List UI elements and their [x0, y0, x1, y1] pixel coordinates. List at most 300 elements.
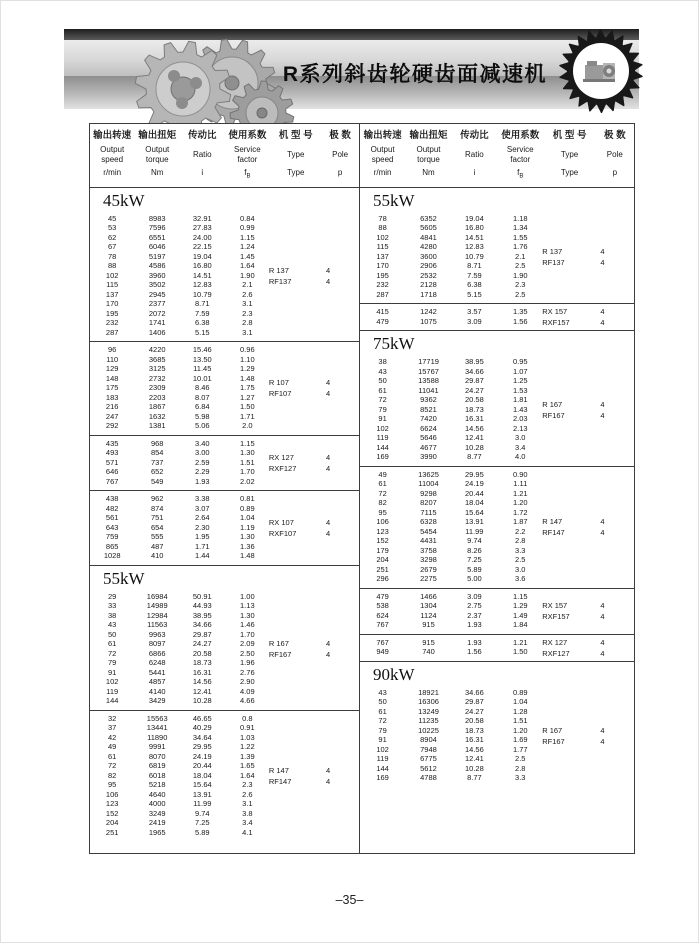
header-cell-ratio: 传动比 [188, 130, 217, 141]
cell-output-torque: 4220 [148, 345, 166, 355]
table-row [360, 376, 634, 386]
cell-service-factor: 3.3 [515, 545, 526, 555]
table-row [90, 299, 359, 309]
cell-service-factor: 1.29 [240, 364, 255, 374]
header-cell-output-torque: 输出扭矩 [409, 130, 448, 141]
cell-output-speed: 119 [376, 754, 389, 764]
table-row [360, 357, 634, 367]
pole-value-line: 4 [600, 725, 605, 735]
cell-service-factor: 3.3 [515, 773, 526, 783]
header-cell-pole: 极 数 [329, 130, 351, 141]
cell-output-torque: 2732 [148, 373, 166, 383]
cell-output-speed: 50 [378, 376, 387, 386]
cell-service-factor: 0.89 [240, 503, 255, 513]
cell-service-factor: 1.55 [512, 232, 528, 242]
header-cell-output-speed: 输出转速 [363, 130, 402, 141]
cell-output-torque: 3298 [420, 555, 437, 565]
table-row [360, 290, 634, 300]
cell-output-speed: 251 [376, 564, 389, 574]
cell-output-torque: 6624 [420, 423, 437, 433]
table-row [360, 479, 634, 489]
cell-service-factor: 2.09 [240, 639, 255, 649]
cell-type-empty [544, 443, 596, 453]
cell-pole-empty [321, 223, 359, 233]
cell-output-speed: 538 [376, 601, 389, 611]
cell-output-speed: 67 [108, 242, 117, 252]
header-row-english [360, 142, 634, 164]
cell-output-speed: 82 [378, 498, 387, 508]
cell-pole-empty [321, 752, 359, 762]
type-label-line: RF137 [268, 276, 292, 286]
cell-output-torque: 16306 [418, 697, 439, 707]
section-label: 55kW [103, 568, 145, 588]
cell-service-factor: 1.13 [240, 601, 255, 611]
cell-output-torque: 1075 [420, 316, 437, 326]
table-row [360, 707, 634, 717]
cell-output-speed: 287 [376, 289, 389, 299]
cell-output-speed: 493 [105, 448, 119, 458]
cell-type-empty [270, 318, 321, 328]
cell-output-speed: 183 [105, 392, 119, 402]
cell-output-torque: 13625 [418, 469, 439, 479]
cell-ratio: 34.66 [464, 366, 484, 376]
cell-output-speed: 38 [378, 357, 387, 367]
header-cell-service-factor-unit: $f_B$ [244, 168, 251, 180]
cell-type-empty [544, 223, 596, 233]
cell-output-speed: 102 [105, 677, 119, 687]
cell-ratio: 14.56 [464, 744, 484, 754]
cell-service-factor: 0.91 [240, 723, 255, 733]
cell-service-factor: 1.48 [240, 373, 255, 383]
cell-service-factor: 1.64 [240, 770, 255, 780]
cell-output-speed: 102 [376, 232, 389, 242]
cell-output-torque: 1304 [420, 601, 437, 611]
cell-output-torque: 1381 [148, 421, 166, 431]
cell-output-speed: 102 [376, 744, 389, 754]
type-label-line: RX 157 [542, 601, 568, 611]
cell-output-speed: 296 [376, 574, 389, 584]
cell-pole-empty [321, 809, 359, 819]
cell-pole-empty [596, 555, 634, 565]
cell-pole-empty [321, 620, 359, 630]
cell-pole-empty [321, 214, 359, 224]
cell-service-factor: 4.09 [240, 686, 255, 696]
cell-pole-empty [596, 470, 634, 480]
pole-value-line: 4 [600, 318, 605, 328]
pole-value [585, 725, 621, 747]
table-row [360, 688, 634, 698]
cell-output-speed: 61 [108, 639, 117, 649]
cell-pole-empty [596, 574, 634, 584]
cell-output-speed: 106 [105, 789, 119, 799]
pole-value [585, 600, 621, 622]
pole-value [585, 399, 621, 421]
pole-value-line: 4 [325, 517, 331, 527]
header-en-line: speed [371, 154, 394, 164]
header-en-line: factor [237, 154, 258, 164]
data-block [360, 685, 634, 787]
cell-ratio: 34.66 [464, 687, 484, 697]
type-label [542, 246, 565, 268]
cell-output-torque: 17719 [418, 357, 439, 367]
cell-ratio: 29.95 [464, 469, 484, 479]
table-row [360, 489, 634, 499]
cell-type-empty [270, 742, 321, 752]
cell-output-speed: 49 [108, 742, 117, 752]
cell-type-empty [270, 723, 321, 733]
header-cell-type: 机 型 号 [278, 130, 313, 141]
header-cell-output-torque: 输出扭矩 [138, 130, 177, 141]
cell-ratio: 24.27 [192, 639, 212, 649]
cell-pole-empty [596, 754, 634, 764]
cell-output-speed: 95 [378, 507, 387, 517]
cell-ratio: 5.06 [194, 421, 210, 431]
cell-service-factor: 1.34 [512, 223, 528, 233]
cell-type-empty [544, 470, 596, 480]
cell-type-empty [270, 714, 321, 724]
cell-type-empty [544, 271, 596, 281]
cell-service-factor: 1.30 [240, 532, 255, 542]
cell-service-factor: 2.50 [240, 648, 255, 658]
cell-ratio: 27.83 [192, 223, 212, 233]
cell-service-factor: 2.8 [242, 318, 253, 328]
cell-ratio: 13.91 [192, 789, 212, 799]
cell-pole-empty [596, 214, 634, 224]
cell-output-torque: 4140 [148, 686, 166, 696]
header-en-line: Service [506, 145, 534, 154]
cell-output-speed: 152 [105, 808, 119, 818]
cell-ratio: 34.66 [192, 620, 212, 630]
pole-value [311, 517, 346, 539]
cell-type-empty [270, 223, 321, 233]
pole-value-line: 4 [600, 736, 605, 746]
section-label: 90kW [373, 664, 415, 684]
header-cell-ratio-en [452, 142, 497, 164]
header-cell-output-torque-unit: Nm [422, 168, 435, 177]
table-row [90, 345, 359, 355]
pole-value-line: 4 [600, 648, 605, 658]
cell-type-empty [270, 601, 321, 611]
cell-output-torque: 6775 [420, 754, 437, 764]
cell-output-speed: 115 [376, 242, 389, 252]
cell-type-empty [544, 489, 596, 499]
cell-output-speed: 102 [376, 423, 389, 433]
cell-pole-empty [596, 707, 634, 717]
cell-pole-empty [321, 611, 359, 621]
cell-ratio: 1.93 [467, 637, 482, 647]
cell-output-torque: 4586 [148, 261, 166, 271]
header-cell-pole-unit: p [612, 168, 618, 177]
cell-output-speed: 49 [378, 469, 387, 479]
header-en-line: Output [145, 145, 170, 154]
cell-output-torque: 4677 [420, 442, 437, 452]
cell-service-factor: 1.45 [240, 251, 255, 261]
table-row [90, 412, 359, 422]
cell-ratio: 9.74 [467, 536, 482, 546]
cell-service-factor: 1.29 [512, 601, 528, 611]
type-label [542, 600, 570, 622]
header-en-line: factor [510, 154, 531, 164]
cell-ratio: 15.64 [192, 780, 212, 790]
table-header [90, 124, 359, 188]
cell-pole-empty [321, 477, 359, 487]
cell-pole-empty [596, 357, 634, 367]
cell-pole-empty [596, 489, 634, 499]
cell-output-torque: 5197 [148, 251, 166, 261]
cell-output-speed: 123 [376, 526, 389, 536]
cell-pole-empty [321, 696, 359, 706]
table-row [360, 280, 634, 290]
unit-subscript: B [519, 173, 524, 180]
cell-pole-empty [596, 367, 634, 377]
cell-output-speed: 43 [378, 687, 387, 697]
table-row [360, 271, 634, 281]
type-label [269, 517, 297, 539]
cell-type-empty [544, 697, 596, 707]
gear-logo-icon [557, 27, 645, 115]
data-block [90, 589, 359, 710]
table-row [90, 214, 359, 224]
cell-output-torque: 1965 [148, 827, 166, 837]
cell-service-factor: 0.96 [240, 345, 255, 355]
cell-ratio: 24.27 [464, 706, 484, 716]
cell-service-factor: 4.66 [240, 696, 255, 706]
cell-service-factor: 1.69 [512, 735, 528, 745]
header-cell-ratio-unit: i [201, 168, 204, 177]
cell-output-torque: 915 [422, 620, 435, 630]
cell-ratio: 12.83 [464, 242, 484, 252]
cell-pole-empty [596, 452, 634, 462]
cell-ratio: 2.37 [467, 610, 482, 620]
cell-service-factor: 2.5 [515, 289, 526, 299]
cell-output-speed: 62 [108, 232, 117, 242]
table-row [90, 328, 359, 338]
type-label-line: RXF127 [542, 648, 570, 658]
header-row-chinese [360, 129, 634, 142]
power-section [90, 565, 359, 842]
header-cell-pole-en [596, 142, 634, 164]
cell-service-factor: 0.90 [512, 469, 528, 479]
cell-ratio: 29.87 [464, 376, 484, 386]
cell-output-torque: 7596 [148, 223, 166, 233]
cell-output-torque: 9963 [148, 629, 166, 639]
header-en-line: speed [101, 154, 124, 164]
gear-circle [176, 97, 188, 109]
table-row [90, 809, 359, 819]
cell-output-torque: 13441 [146, 723, 168, 733]
cell-output-torque: 9362 [420, 395, 437, 405]
table-row [90, 668, 359, 678]
cell-ratio: 1.71 [194, 541, 210, 551]
cell-ratio: 24.19 [192, 751, 212, 761]
type-label-line: RXF157 [542, 612, 570, 622]
cell-output-speed: 169 [376, 773, 389, 783]
cell-ratio: 3.40 [194, 438, 210, 448]
cell-service-factor: 0.89 [512, 687, 528, 697]
cell-service-factor: 2.76 [240, 667, 255, 677]
cell-output-torque: 410 [150, 551, 164, 561]
pole-value [311, 765, 346, 787]
cell-ratio: 38.95 [464, 357, 484, 367]
pole-value-line: 4 [325, 776, 331, 786]
cell-pole-empty [321, 233, 359, 243]
gear-circle [190, 77, 202, 89]
cell-service-factor: 2.2 [515, 526, 526, 536]
cell-output-torque: 6866 [148, 648, 166, 658]
cell-service-factor: 0.84 [240, 213, 255, 223]
type-label-line: RF167 [542, 736, 565, 746]
type-label-line: RF107 [268, 389, 292, 399]
cell-output-torque: 2679 [420, 564, 437, 574]
header-cell-ratio: 传动比 [460, 130, 489, 141]
cell-pole-empty [321, 733, 359, 743]
cell-pole-empty [596, 498, 634, 508]
type-label [269, 377, 292, 399]
cell-output-torque: 2945 [148, 289, 166, 299]
cell-pole-empty [321, 290, 359, 300]
pole-value [311, 265, 346, 287]
cell-output-torque: 14989 [146, 601, 168, 611]
cell-service-factor: 1.19 [240, 522, 255, 532]
table-row [90, 592, 359, 602]
cell-type-empty [270, 592, 321, 602]
cell-ratio: 44.93 [192, 601, 212, 611]
cell-output-speed: 88 [108, 261, 117, 271]
cell-ratio: 29.95 [192, 742, 212, 752]
cell-type-empty [544, 546, 596, 556]
type-label-line: R 137 [268, 265, 289, 275]
cell-type-empty [544, 498, 596, 508]
cell-ratio: 1.93 [194, 476, 210, 486]
cell-pole-empty [596, 386, 634, 396]
cell-output-speed: 32 [108, 713, 117, 723]
cell-output-torque: 4000 [148, 799, 166, 809]
cell-service-factor: 1.22 [240, 742, 255, 752]
cell-pole-empty [321, 412, 359, 422]
cell-service-factor: 1.75 [240, 383, 255, 393]
cell-pole-empty [321, 328, 359, 338]
table-row [360, 565, 634, 575]
cell-output-torque: 4280 [420, 242, 437, 252]
cell-service-factor: 2.6 [242, 289, 253, 299]
cell-output-torque: 549 [150, 476, 164, 486]
cell-output-speed: 72 [108, 761, 117, 771]
cell-output-torque: 555 [150, 532, 164, 542]
cell-pole-empty [596, 565, 634, 575]
cell-output-speed: 169 [376, 452, 389, 462]
type-label-line: RX 157 [542, 307, 568, 317]
header-cell-ratio-en [180, 142, 224, 164]
gear-circle [168, 70, 180, 82]
cell-service-factor: 2.1 [242, 280, 253, 290]
cell-output-torque: 1867 [148, 402, 166, 412]
header-cell-output-speed-unit: r/min [103, 168, 122, 177]
cell-service-factor: 1.07 [512, 366, 528, 376]
cell-pole-empty [321, 242, 359, 252]
cell-type-empty [270, 364, 321, 374]
type-label [542, 637, 570, 659]
cell-output-speed: 79 [108, 658, 117, 668]
pole-value [585, 637, 621, 659]
table-row [360, 424, 634, 434]
cell-output-torque: 15767 [418, 366, 439, 376]
cell-output-speed: 415 [376, 307, 389, 317]
cell-output-speed: 43 [378, 366, 387, 376]
cell-ratio: 5.98 [194, 411, 210, 421]
header-cell-service-factor: 使用系数 [228, 130, 267, 141]
header-cell-type-unit: Type [287, 168, 305, 177]
cell-type-empty [270, 214, 321, 224]
table-row [90, 790, 359, 800]
cell-service-factor: 2.5 [515, 261, 526, 271]
pole-value [311, 638, 346, 660]
cell-output-torque: 13249 [418, 706, 439, 716]
cell-type-empty [270, 439, 321, 449]
cell-type-empty [270, 733, 321, 743]
header-row-english [90, 142, 359, 164]
cell-output-torque: 7948 [420, 744, 437, 754]
cell-service-factor: 1.76 [512, 242, 528, 252]
pole-value-line: 4 [600, 637, 605, 647]
cell-ratio: 32.91 [192, 213, 212, 223]
table-row [90, 364, 359, 374]
cell-output-torque: 9298 [420, 488, 437, 498]
cell-output-speed: 78 [378, 213, 387, 223]
cell-pole-empty [321, 601, 359, 611]
cell-type-empty [270, 328, 321, 338]
cell-output-speed: 106 [376, 517, 389, 527]
cell-ratio: 11.99 [193, 799, 212, 809]
cell-output-speed: 123 [105, 799, 119, 809]
cell-type-empty [544, 555, 596, 565]
cell-service-factor: 1.51 [240, 457, 255, 467]
type-label [269, 265, 292, 287]
cell-service-factor: 1.70 [240, 629, 255, 639]
cell-ratio: 6.38 [194, 318, 210, 328]
cell-service-factor: 2.0 [242, 421, 253, 431]
cell-ratio: 3.09 [467, 316, 482, 326]
cell-service-factor: 2.02 [240, 476, 255, 486]
cell-service-factor: 3.1 [242, 327, 253, 337]
motor-part [583, 79, 615, 82]
cell-ratio: 15.46 [192, 345, 212, 355]
data-block [90, 341, 359, 435]
table-row [360, 574, 634, 584]
cell-service-factor: 4.1 [242, 827, 253, 837]
type-label-line: R 167 [542, 725, 563, 735]
power-section [360, 330, 634, 661]
cell-ratio: 9.74 [194, 808, 210, 818]
cell-ratio: 29.87 [464, 697, 484, 707]
header-en-line: Ratio [192, 149, 212, 159]
cell-output-speed: 72 [378, 488, 387, 498]
cell-output-torque: 487 [150, 541, 164, 551]
cell-output-torque: 12984 [146, 610, 168, 620]
cell-service-factor: 1.35 [512, 307, 528, 317]
motor-part [585, 65, 603, 79]
cell-ratio: 6.38 [467, 280, 482, 290]
cell-type-empty [270, 252, 321, 262]
cell-output-speed: 170 [105, 299, 119, 309]
cell-output-speed: 204 [376, 555, 389, 565]
cell-service-factor: 1.53 [512, 385, 528, 395]
cell-type-empty [544, 574, 596, 584]
cell-pole-empty [321, 542, 359, 552]
cell-service-factor: 1.15 [512, 591, 528, 601]
cell-output-torque: 6248 [148, 658, 166, 668]
cell-output-torque: 11563 [147, 620, 168, 630]
cell-output-speed: 38 [108, 610, 117, 620]
